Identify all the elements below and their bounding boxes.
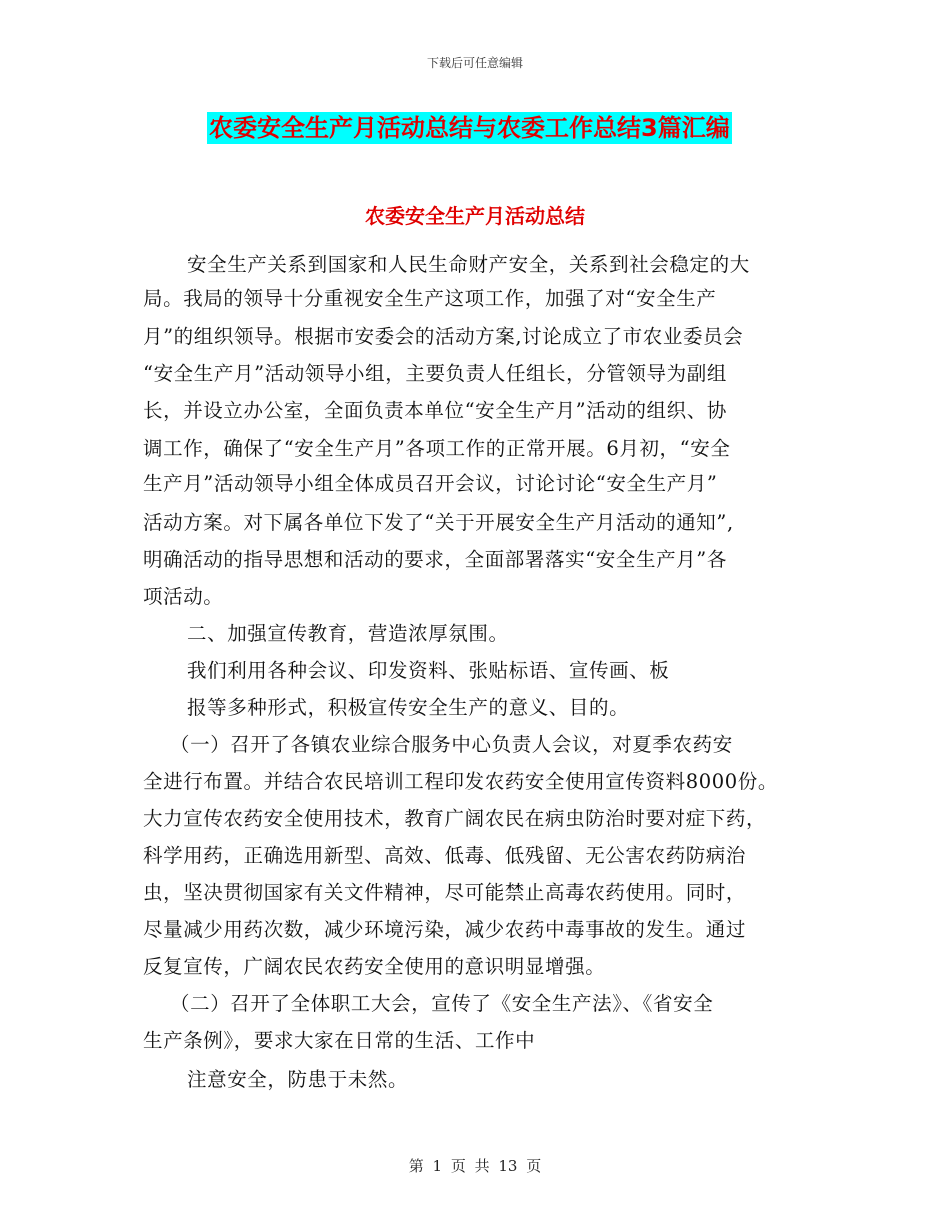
paragraph-line: 项活动。 [143,585,224,608]
document-main-title: 农委安全生产月活动总结与农委工作总结3篇汇编 [209,114,730,142]
paragraph-line: 安全生产关系到国家和人民生命财产安全，关系到社会稳定的大 [187,253,750,276]
paragraph-line: 月”的组织领导。根据市安委会的活动方案,讨论成立了市农业委员会 [143,325,744,348]
paragraph-line: 大力宣传农药安全使用技术，教育广阔农民在病虫防治时要对症下药， [143,807,767,830]
paragraph-line: 生产月”活动领导小组全体成员召开会议，讨论讨论“安全生产月” [143,472,718,495]
page-number-footer: 第 1 页 共 13 页 [408,1157,542,1175]
paragraph-line: 长，并设立办公室，全面负责本单位“安全生产月”活动的组织、协 [143,399,727,422]
paragraph-line: 注意安全，防患于未然。 [187,1068,409,1091]
paragraph-line: 全进行布置。并结合农民培训工程印发农药安全使用宣传资料8000份。 [143,770,778,793]
paragraph-line: 报等多种形式，积极宣传安全生产的意义、目的。 [187,696,630,719]
paragraph-line: 明确活动的指导思想和活动的要求，全面部署落实“安全生产月”各 [143,548,727,571]
paragraph-line: 虫，坚决贯彻国家有关文件精神，尽可能禁止高毒农药使用。同时， [143,881,747,904]
paragraph-line: “安全生产月”活动领导小组，主要负责人任组长，分管领导为副组 [143,362,727,385]
paragraph-line: 局。我局的领导十分重视安全生产这项工作，加强了对“安全生产 [143,287,717,310]
paragraph-line: 调工作，确保了“安全生产月”各项工作的正常开展。6月初，“安全 [143,437,731,460]
header-note: 下载后可任意编辑 [426,56,523,70]
paragraph-line: 反复宣传，广阔农民农药安全使用的意识明显增强。 [143,955,606,978]
paragraph-line: 生产条例》，要求大家在日常的生活、工作中 [143,1029,536,1052]
section-title: 农委安全生产月活动总结 [365,204,585,228]
paragraph-line: （二）召开了全体职工大会，宣传了《安全生产法》、《省安全 [170,992,714,1015]
paragraph-line: 我们利用各种会议、印发资料、张贴标语、宣传画、板 [187,659,670,682]
section-heading: 二、加强宣传教育，营造浓厚氛围。 [187,622,509,645]
paragraph-line: 活动方案。对下属各单位下发了“关于开展安全生产月活动的通知”, [143,511,734,534]
paragraph-line: 科学用药，正确选用新型、高效、低毒、低残留、无公害农药防病治 [143,844,747,867]
paragraph-line: 尽量减少用药次数，减少环境污染，减少农药中毒事故的发生。通过 [143,918,747,941]
paragraph-line: （一）召开了各镇农业综合服务中心负责人会议，对夏季农药安 [170,733,733,756]
